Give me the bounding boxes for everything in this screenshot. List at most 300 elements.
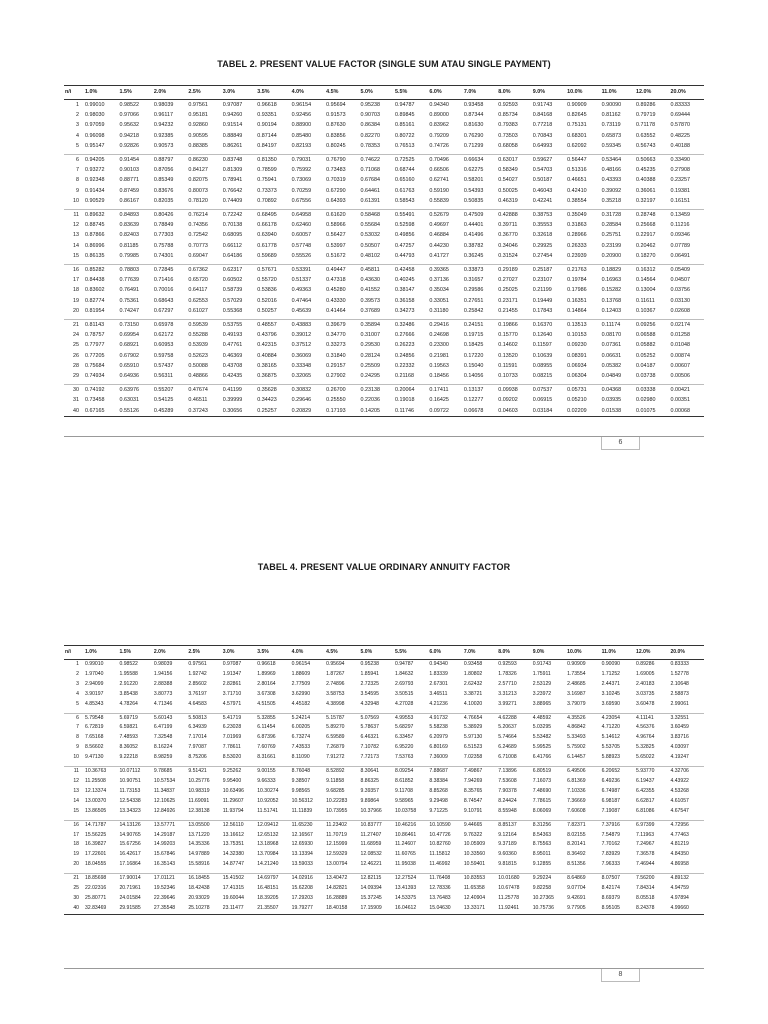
column-header: 8.0% (497, 86, 531, 100)
period-cell: 9 (76, 187, 80, 194)
column-header: 5.5% (394, 646, 428, 660)
factor-cell: 0.85161 (394, 122, 415, 129)
factor-cell: 0.87344 (463, 112, 484, 119)
column-header: 7.0% (463, 646, 497, 660)
period-cell: 30 (73, 894, 80, 901)
column-header: 12.0% (635, 86, 669, 100)
factor-cell: 13.16612 (222, 831, 245, 838)
factor-cell: 0.49697 (429, 222, 449, 229)
factor-cell: 12.27524 (394, 874, 428, 884)
factor-cell: 0.05210 (567, 397, 587, 404)
factor-cell: 4.11141 (635, 713, 669, 723)
factor-cell: 0.19866 (497, 320, 531, 331)
factor-cell: 8.30641 (360, 767, 394, 777)
factor-cell: 8.75563 (532, 841, 552, 848)
factor-cell: 0.91573 (326, 112, 346, 119)
factor-cell: 0.53755 (222, 320, 256, 331)
factor-cell: 0.50835 (463, 197, 484, 204)
factor-cell: 0.08391 (567, 352, 587, 359)
factor-cell: 0.38554 (567, 197, 587, 204)
factor-cell: 0.29530 (360, 342, 381, 349)
factor-cell: 0.10639 (532, 352, 553, 359)
factor-cell: 6.62817 (636, 797, 655, 804)
factor-cell: 0.59345 (601, 142, 622, 149)
factor-cell: 0.19449 (532, 297, 553, 304)
period-cell: 3 (76, 122, 80, 129)
column-header: 20.0% (669, 646, 704, 660)
factor-cell: 0.47761 (222, 342, 243, 349)
period-cell: 5 (76, 700, 80, 707)
table-row (64, 186, 704, 196)
factor-cell: 4.32948 (360, 700, 379, 707)
factor-cell: 0.76513 (394, 142, 415, 149)
factor-cell: 9.11858 (326, 777, 345, 784)
present-value-annuity-table (64, 645, 704, 915)
factor-cell: 0.90595 (188, 132, 208, 139)
factor-cell: 0.33490 (669, 155, 704, 166)
factor-cell: 7.36009 (429, 754, 448, 761)
factor-cell: 0.43330 (326, 297, 346, 304)
factor-cell: 0.80245 (326, 142, 346, 149)
factor-cell: 0.45235 (636, 167, 656, 174)
column-header: 7.0% (463, 86, 497, 100)
factor-cell: 0.68744 (394, 167, 415, 174)
factor-cell: 4.21236 (429, 700, 448, 707)
factor-cell: 6.34939 (188, 724, 207, 731)
column-header: 1.5% (118, 86, 152, 100)
factor-cell: 0.80722 (394, 132, 415, 139)
factor-cell: 0.73150 (118, 320, 152, 331)
factor-cell: 0.61027 (188, 307, 208, 314)
table-row (64, 306, 704, 316)
factor-cell: 9.82258 (532, 885, 552, 892)
factor-cell: 0.43883 (291, 320, 325, 331)
factor-cell: 0.81309 (222, 167, 243, 174)
column-header: 3.0% (222, 86, 256, 100)
factor-cell: 0.12640 (532, 332, 553, 339)
factor-cell: 0.59539 (187, 320, 221, 331)
factor-cell: 6.51523 (463, 744, 483, 751)
factor-cell: 5.33493 (567, 734, 586, 741)
factor-cell: 0.22332 (394, 362, 415, 369)
factor-cell: 0.17411 (428, 385, 462, 396)
factor-cell: 0.83639 (119, 222, 139, 229)
factor-cell: 0.55288 (188, 332, 208, 339)
factor-cell: 14.09394 (360, 885, 382, 892)
factor-cell: 8.38384 (429, 777, 448, 784)
factor-cell: 0.50257 (257, 307, 277, 314)
factor-cell: 0.75131 (567, 122, 587, 129)
factor-cell: 0.45811 (360, 265, 394, 276)
factor-cell: 0.67362 (187, 265, 221, 276)
factor-cell: 11.92461 (497, 904, 531, 914)
factor-cell: 0.09346 (670, 232, 690, 239)
factor-cell: 11.51741 (257, 807, 279, 814)
factor-cell: 0.54703 (532, 167, 553, 174)
factor-cell: 16.04612 (394, 904, 428, 914)
factor-cell: 0.27454 (532, 252, 553, 259)
factor-cell: 12.13374 (85, 787, 107, 794)
factor-cell: 1.71252 (601, 670, 620, 677)
factor-cell: 0.23300 (429, 342, 449, 349)
factor-cell: 0.33873 (463, 265, 497, 276)
factor-cell: 0.48225 (670, 132, 690, 139)
factor-cell: 0.67556 (291, 197, 312, 204)
factor-cell: 1.95588 (119, 670, 138, 677)
factor-cell: 4.94759 (670, 885, 689, 892)
column-header: 10.0% (566, 646, 600, 660)
factor-cell: 0.23107 (532, 277, 553, 284)
factor-cell: 5.74664 (498, 734, 517, 741)
table-row (64, 100, 704, 111)
factor-cell: 0.95147 (85, 142, 105, 149)
factor-cell: 0.31840 (326, 352, 346, 359)
factor-cell: 0.36875 (257, 373, 277, 380)
factor-cell: 0.11591 (498, 362, 518, 369)
factor-cell: 3.71710 (222, 690, 242, 697)
factor-cell: 0.48866 (188, 373, 208, 380)
factor-cell: 0.89632 (84, 210, 118, 221)
factor-cell: 17.29203 (291, 894, 313, 901)
factor-cell: 0.28966 (567, 232, 587, 239)
factor-cell: 0.78803 (118, 265, 152, 276)
factor-cell: 0.85480 (291, 132, 312, 139)
factor-cell: 7.72173 (360, 754, 379, 761)
factor-cell: 0.39573 (360, 297, 381, 304)
factor-cell: 3.83716 (670, 734, 689, 741)
factor-cell: 0.81954 (85, 307, 105, 314)
factor-cell: 2.99061 (670, 700, 689, 707)
factor-cell: 0.29925 (532, 242, 553, 249)
factor-cell: 8.56602 (85, 744, 104, 751)
factor-cell: 0.81350 (256, 155, 290, 166)
factor-cell: 0.89286 (636, 102, 656, 108)
factor-cell: 0.68921 (119, 342, 139, 349)
factor-cell: 9.47130 (85, 754, 104, 761)
factor-cell: 0.66112 (222, 242, 242, 249)
factor-cell: 0.04187 (636, 362, 656, 369)
factor-cell: 0.59689 (257, 252, 277, 259)
factor-cell: 4.03097 (670, 744, 689, 751)
factor-cell: 6.59589 (326, 734, 345, 741)
factor-cell: 0.75684 (85, 362, 105, 369)
period-cell: 25 (73, 342, 80, 349)
factor-cell: 0.25187 (532, 265, 566, 276)
factor-cell: 8.95105 (601, 904, 635, 914)
factor-cell: 0.51316 (567, 167, 587, 174)
factor-cell: 10.63496 (222, 787, 245, 794)
table-row (64, 361, 704, 371)
factor-cell: 0.05252 (636, 352, 656, 359)
period-cell: 4 (76, 690, 80, 697)
period-cell: 4 (76, 132, 80, 139)
factor-cell: 0.78599 (257, 167, 277, 174)
factor-cell: 9.00155 (256, 767, 290, 777)
factor-cell: 0.87056 (153, 167, 174, 174)
factor-cell: 2.91220 (119, 680, 138, 687)
factor-cell: 0.21199 (532, 287, 552, 294)
factor-cell: 0.46884 (429, 232, 449, 239)
factor-cell: 24.01584 (119, 894, 141, 901)
factor-cell: 5.07569 (360, 713, 394, 723)
factor-cell: 6.20979 (429, 734, 448, 741)
factor-cell: 0.06304 (567, 373, 587, 380)
factor-cell: 0.04849 (601, 373, 622, 380)
period-cell: 2 (76, 112, 80, 119)
factor-cell: 19.52346 (153, 885, 176, 892)
factor-cell: 0.92593 (498, 661, 517, 667)
factor-cell: 0.70773 (188, 242, 208, 249)
table-row (64, 777, 704, 787)
factor-cell: 11.70719 (326, 831, 347, 838)
factor-cell: 0.87144 (257, 132, 277, 139)
factor-cell: 11.29607 (222, 797, 244, 804)
factor-cell: 0.14864 (567, 307, 587, 314)
factor-cell: 0.92456 (291, 112, 312, 119)
factor-cell: 0.42315 (257, 342, 277, 349)
factor-cell: 0.98039 (153, 661, 173, 667)
factor-cell: 8.85268 (429, 787, 448, 794)
factor-cell: 14.13126 (118, 820, 152, 830)
factor-cell: 0.26333 (567, 242, 587, 249)
factor-cell: 0.02608 (670, 307, 690, 314)
factor-cell: 0.31007 (360, 332, 381, 339)
factor-cell: 13.75351 (222, 841, 245, 848)
factor-cell: 10.67478 (498, 885, 520, 892)
factor-cell: 17.16864 (119, 861, 141, 868)
factor-cell: 0.82774 (85, 297, 105, 304)
factor-cell: 0.96618 (257, 102, 277, 108)
factor-cell: 0.47318 (326, 277, 346, 284)
factor-cell: 13.41393 (394, 885, 417, 892)
factor-cell: 7.10782 (360, 744, 379, 751)
factor-cell: 0.32486 (394, 320, 428, 331)
factor-cell: 0.40245 (394, 277, 415, 284)
factor-cell: 0.44401 (463, 222, 484, 229)
factor-cell: 10.27365 (532, 894, 554, 901)
factor-cell: 14.82821 (326, 885, 348, 892)
table-row (64, 155, 704, 166)
factor-cell: 7.36578 (636, 851, 655, 858)
factor-cell: 12.65930 (291, 841, 313, 848)
factor-cell: 6.97399 (635, 820, 669, 830)
factor-cell: 0.74934 (85, 373, 105, 380)
factor-cell: 7.65168 (85, 734, 104, 741)
factor-cell: 0.14564 (636, 277, 656, 284)
factor-cell: 4.62288 (497, 713, 531, 723)
factor-cell: 10.36763 (84, 767, 118, 777)
factor-cell: 0.85282 (84, 265, 118, 276)
factor-cell: 0.53836 (257, 287, 277, 294)
factor-cell: 0.95632 (119, 122, 139, 129)
factor-cell: 10.82760 (429, 841, 451, 848)
factor-cell: 0.67902 (119, 352, 139, 359)
factor-cell: 0.46369 (222, 352, 243, 359)
table-row (64, 395, 704, 405)
factor-cell: 0.48102 (360, 252, 381, 259)
factor-cell: 0.04368 (601, 385, 635, 396)
factor-cell: 3.88965 (532, 700, 552, 707)
factor-cell: 0.07537 (532, 385, 566, 396)
factor-cell: 0.23138 (360, 385, 394, 396)
factor-cell: 0.50025 (498, 187, 518, 194)
header-n-i: n/i (64, 86, 84, 100)
factor-cell: 0.94218 (119, 132, 139, 139)
factor-cell: 0.56311 (153, 373, 173, 380)
factor-cell: 0.29646 (291, 397, 312, 404)
factor-cell: 0.52016 (257, 297, 277, 304)
factor-cell: 0.22917 (636, 232, 656, 239)
column-header: 3.5% (256, 86, 290, 100)
period-cell: 29 (73, 373, 80, 380)
factor-cell: 9.51421 (187, 767, 221, 777)
factor-cell: 0.76214 (187, 210, 221, 221)
factor-cell: 12.08532 (360, 851, 382, 858)
factor-cell: 9.78685 (153, 767, 187, 777)
column-header: 12.0% (635, 646, 669, 660)
factor-cell: 0.39679 (325, 320, 359, 331)
factor-cell: 0.04603 (497, 406, 531, 417)
factor-cell: 0.60953 (153, 342, 174, 349)
period-cell: 3 (76, 680, 80, 687)
factor-cell: 10.90751 (119, 777, 141, 784)
factor-cell: 0.44793 (394, 252, 415, 259)
factor-cell: 9.89864 (360, 797, 379, 804)
factor-cell: 0.08170 (601, 332, 622, 339)
table-row (64, 884, 704, 894)
factor-cell: 0.61620 (325, 210, 359, 221)
factor-cell: 0.15282 (601, 287, 622, 294)
factor-cell: 0.64186 (222, 252, 243, 259)
column-header: 4.5% (325, 86, 359, 100)
factor-cell: 0.38753 (532, 210, 566, 221)
factor-cell: 0.75788 (153, 242, 174, 249)
period-cell: 24 (73, 332, 80, 339)
factor-cell: 9.71225 (429, 807, 448, 814)
factor-cell: 1.94156 (153, 670, 173, 677)
factor-cell: 0.67297 (153, 307, 174, 314)
period-cell: 21 (64, 874, 84, 884)
factor-cell: 0.02209 (566, 406, 600, 417)
factor-cell: 0.63552 (636, 132, 656, 139)
factor-cell: 14.97889 (188, 851, 210, 858)
factor-cell: 5.32825 (636, 744, 655, 751)
factor-cell: 7.26879 (326, 744, 345, 751)
column-header: 1.5% (118, 646, 152, 660)
factor-cell: 0.77205 (85, 352, 105, 359)
column-header: 11.0% (601, 646, 635, 660)
factor-cell: 0.36061 (636, 187, 656, 194)
factor-cell: 0.11611 (636, 297, 655, 304)
factor-cell: 0.73458 (85, 397, 105, 404)
factor-cell: 3.90197 (85, 690, 104, 697)
factor-cell: 0.20900 (601, 252, 622, 259)
factor-cell: 0.79383 (498, 122, 518, 129)
factor-cell: 0.76290 (463, 132, 484, 139)
factor-cell: 4.85343 (85, 700, 104, 707)
factor-cell: 0.01048 (670, 342, 690, 349)
factor-cell: 0.90103 (119, 167, 139, 174)
factor-cell: 0.45639 (291, 307, 312, 314)
factor-cell: 0.42241 (532, 197, 553, 204)
period-cell: 20 (73, 861, 80, 868)
factor-cell: 0.57029 (222, 297, 243, 304)
table-row (64, 330, 704, 340)
factor-cell: 6.81369 (567, 777, 586, 784)
factor-cell: 8.53020 (222, 754, 242, 761)
factor-cell: 9.12855 (532, 861, 552, 868)
period-cell: 10 (73, 754, 80, 761)
column-header: 11.0% (601, 86, 635, 100)
table-row (64, 230, 704, 240)
factor-cell: 0.01075 (635, 406, 669, 417)
factor-cell: 4.48592 (532, 713, 566, 723)
factor-cell: 13.00794 (326, 861, 348, 868)
factor-cell: 0.37136 (429, 277, 449, 284)
column-header: 3.5% (256, 646, 290, 660)
factor-cell: 0.91434 (85, 187, 105, 194)
factor-cell: 4.72956 (669, 820, 704, 830)
factor-cell: 2.77509 (291, 680, 311, 687)
factor-cell: 5.89270 (326, 724, 345, 731)
factor-cell: 0.19784 (567, 277, 587, 284)
factor-cell: 0.88797 (153, 155, 187, 166)
factor-cell: 0.89286 (636, 661, 655, 667)
factor-cell: 0.59190 (429, 187, 449, 194)
factor-cell: 0.69954 (119, 332, 139, 339)
table-row (64, 807, 704, 817)
factor-cell: 12.38138 (188, 807, 210, 814)
factor-cell: 0.40884 (257, 352, 277, 359)
column-header: 4.0% (291, 86, 325, 100)
factor-cell: 0.05731 (566, 385, 600, 396)
factor-cell: 0.49447 (325, 265, 359, 276)
factor-cell: 7.53608 (498, 777, 517, 784)
factor-cell: 0.75361 (119, 297, 139, 304)
factor-cell: 0.36158 (394, 297, 415, 304)
factor-cell: 0.58349 (498, 167, 518, 174)
factor-cell: 14.32380 (222, 851, 245, 858)
factor-cell: 8.51356 (567, 861, 586, 868)
factor-cell: 0.52598 (394, 222, 415, 229)
factor-cell: 2.57710 (498, 680, 517, 687)
factor-cell: 12.16567 (291, 831, 313, 838)
factor-cell: 6.59821 (119, 724, 138, 731)
factor-cell: 9.11708 (394, 787, 413, 794)
factor-cell: 12.84926 (153, 807, 176, 814)
factor-cell: 0.26223 (394, 342, 415, 349)
factor-cell: 9.38507 (291, 777, 311, 784)
factor-cell: 0.95694 (326, 102, 346, 108)
table-row (64, 406, 704, 417)
factor-cell: 0.83333 (670, 661, 689, 667)
factor-cell: 0.79985 (119, 252, 139, 259)
factor-cell: 0.86135 (85, 252, 105, 259)
factor-cell: 0.01258 (670, 332, 690, 339)
factor-cell: 5.53705 (601, 744, 620, 751)
factor-cell: 4.64583 (188, 700, 207, 707)
factor-cell: 0.93458 (463, 102, 484, 108)
factor-cell: 27.35548 (153, 904, 187, 914)
factor-cell: 4.19247 (670, 754, 689, 761)
factor-cell: 8.69379 (601, 894, 620, 901)
factor-cell: 0.80073 (188, 187, 208, 194)
factor-cell: 0.03184 (532, 406, 566, 417)
factor-cell: 10.07112 (118, 767, 152, 777)
factor-cell: 7.19087 (601, 807, 620, 814)
factor-cell: 0.41552 (360, 287, 381, 294)
page-6 (0, 0, 768, 470)
